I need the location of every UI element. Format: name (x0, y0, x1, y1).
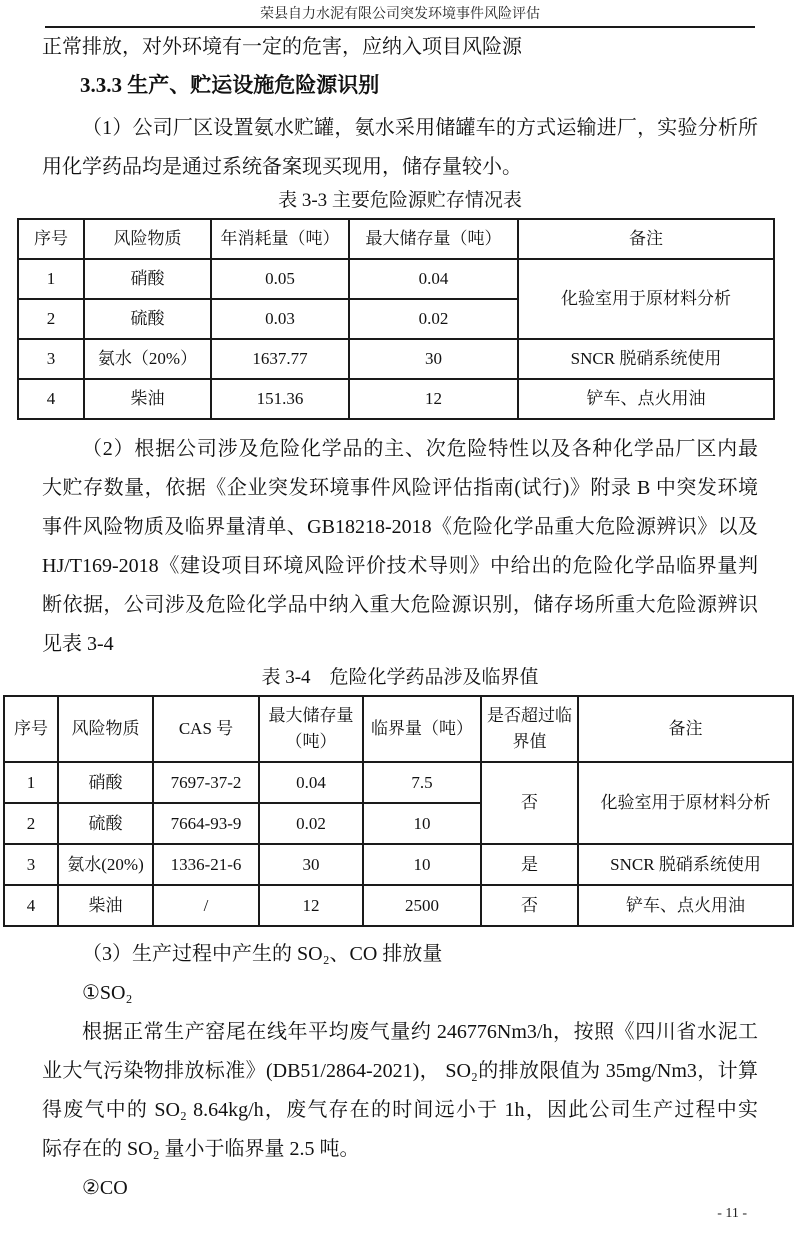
column-header: 序号 (4, 696, 58, 762)
column-header: 备注 (578, 696, 793, 762)
table-row (18, 379, 774, 419)
paragraph-line: 根据正常生产窑尾在线年平均废气量约 246776Nm3/h，按照《四川省水泥工 (82, 1021, 758, 1043)
table-cell: 3 (18, 339, 84, 379)
paragraph-line: 见表 3-4 (42, 633, 114, 655)
table-cell: 1 (18, 259, 84, 299)
table-cell: 0.03 (211, 299, 349, 339)
paragraph-line: 得废气中的 SO₂ 8.64kg/h，废气存在的时间远小于 1h，因此公司生产过程中实 (42, 1099, 758, 1121)
table-cell: 否 (481, 762, 578, 844)
section-heading: 3.3.3 生产、贮运设施危险源识别 (80, 73, 380, 97)
paragraph-3 (0, 935, 800, 1208)
paragraph-line: ②CO (82, 1177, 128, 1199)
column-header: 风险物质 (84, 219, 211, 259)
table-3-3-title: 表 3-3 主要危险源贮存情况表 (278, 190, 522, 211)
column-header: 临界量（吨） (363, 696, 481, 762)
table-cell: 2 (4, 803, 58, 844)
column-header: 年消耗量（吨） (211, 219, 349, 259)
table-cell: 30 (349, 339, 518, 379)
table-cell: 铲车、点火用油 (518, 379, 774, 419)
table-cell: 0.04 (349, 259, 518, 299)
table-cell: 1336-21-6 (153, 844, 259, 885)
paragraph-line: （1）公司厂区设置氨水贮罐，氨水采用储罐车的方式运输进厂，实验分析所 (82, 117, 758, 139)
table-cell: 2500 (363, 885, 481, 926)
table-row (4, 762, 793, 803)
table-cell: 硫酸 (84, 299, 211, 339)
table-cell: 30 (259, 844, 363, 885)
paragraph-line: （2）根据公司涉及危险化学品的主、次危险特性以及各种化学品厂区内最 (82, 438, 758, 460)
storage-table (17, 218, 775, 420)
table-cell: SNCR 脱硝系统使用 (518, 339, 774, 379)
paragraph-line: 事件风险物质及临界量清单、GB18218-2018《危险化学品重大危险源辨识》以及 (42, 516, 758, 538)
table-cell: 化验室用于原材料分析 (578, 762, 793, 844)
column-header: 是否超过临界值 (481, 696, 578, 762)
column-header: 最大储存量（吨） (259, 696, 363, 762)
table-3-4-title: 表 3-4 危险化学药品涉及临界值 (261, 667, 539, 688)
table-cell: 否 (481, 885, 578, 926)
column-header: 最大储存量（吨） (349, 219, 518, 259)
table-row (18, 339, 774, 379)
table-cell: 氨水（20%） (84, 339, 211, 379)
table-cell: 0.02 (259, 803, 363, 844)
column-header: 备注 (518, 219, 774, 259)
table-cell: 10 (363, 803, 481, 844)
paragraph-line: 大贮存数量，依据《企业突发环境事件风险评估指南(试行)》附录 B 中突发环境 (42, 477, 758, 499)
table-cell: 氨水(20%) (58, 844, 153, 885)
column-header: CAS 号 (153, 696, 259, 762)
paragraph-line: ①SO₂ (82, 982, 133, 1004)
paragraph-line: 际存在的 SO₂ 量小于临界量 2.5 吨。 (42, 1138, 360, 1160)
table-cell: SNCR 脱硝系统使用 (578, 844, 793, 885)
table-row (4, 844, 793, 885)
table-cell: 是 (481, 844, 578, 885)
table-cell: 柴油 (58, 885, 153, 926)
table-header-row (18, 219, 774, 259)
table-cell: 0.05 (211, 259, 349, 299)
table-row (4, 885, 793, 926)
table-cell: 铲车、点火用油 (578, 885, 793, 926)
paragraph-line: HJ/T169-2018《建设项目环境风险评价技术导则》中给出的危险化学品临界量判 (42, 555, 758, 577)
table-cell: 7664-93-9 (153, 803, 259, 844)
table-cell: 151.36 (211, 379, 349, 419)
table-cell: 1 (4, 762, 58, 803)
intro-line: 正常排放，对外环境有一定的危害，应纳入项目风险源 (42, 36, 522, 58)
page-header-title: 荣县自力水泥有限公司突发环境事件风险评估 (260, 7, 540, 22)
table-cell: 10 (363, 844, 481, 885)
table-cell: 4 (18, 379, 84, 419)
table-cell: 7.5 (363, 762, 481, 803)
page-number: - 11 - (717, 1206, 747, 1221)
table-cell: 硫酸 (58, 803, 153, 844)
table-cell: 12 (349, 379, 518, 419)
table-row (18, 259, 774, 299)
table-cell: 1637.77 (211, 339, 349, 379)
table-cell: 化验室用于原材料分析 (518, 259, 774, 339)
table-header-row (4, 696, 793, 762)
threshold-table (3, 695, 794, 927)
table-cell: 3 (4, 844, 58, 885)
table-cell: 2 (18, 299, 84, 339)
table-cell: / (153, 885, 259, 926)
table-cell: 12 (259, 885, 363, 926)
table-cell: 0.04 (259, 762, 363, 803)
paragraph-line: 断依据，公司涉及危险化学品中纳入重大危险源识别，储存场所重大危险源辨识 (42, 594, 758, 616)
table-cell: 4 (4, 885, 58, 926)
table-cell: 硝酸 (84, 259, 211, 299)
column-header: 风险物质 (58, 696, 153, 762)
paragraph-line: 用化学药品均是通过系统备案现买现用，储存量较小。 (42, 156, 522, 178)
table-cell: 7697-37-2 (153, 762, 259, 803)
paragraph-line: （3）生产过程中产生的 SO₂、CO 排放量 (82, 943, 443, 965)
table-cell: 柴油 (84, 379, 211, 419)
table-cell: 0.02 (349, 299, 518, 339)
paragraph-line: 业大气污染物排放标准》(DB51/2864-2021)， SO₂的排放限值为 35mg/Nm3，计算 (42, 1060, 758, 1082)
paragraph-2 (0, 430, 800, 664)
column-header: 序号 (18, 219, 84, 259)
table-cell: 硝酸 (58, 762, 153, 803)
paragraph-1 (0, 109, 800, 187)
